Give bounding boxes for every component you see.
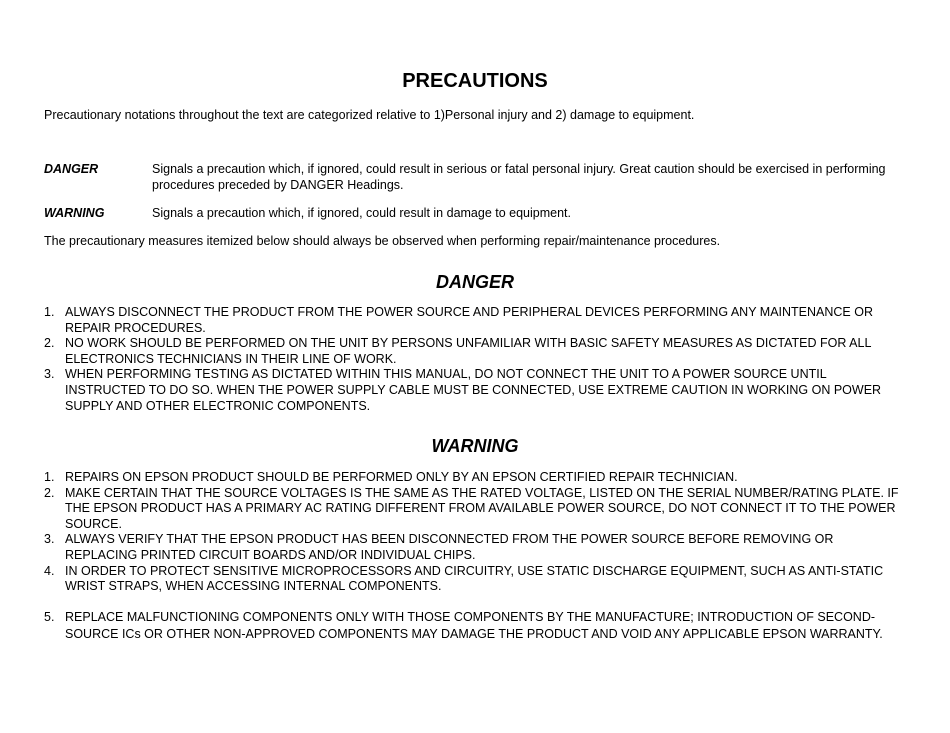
item-number: 3.: [44, 532, 55, 547]
definition-description: Signals a precaution which, if ignored, could result in damage to equipment.: [152, 206, 572, 220]
item-number: 3.: [44, 367, 55, 382]
item-text: REPAIRS ON EPSON PRODUCT SHOULD BE PERFORMED ONLY BY AN EPSON CERTIFIED REPAIR TECHNICIAN.: [65, 470, 738, 484]
list-item: [44, 564, 908, 595]
item-text: IN ORDER TO PROTECT SENSITIVE MICROPROCESSORS AND CIRCUITRY, USE STATIC DISCHARGE EQUIPMENT, SUCH AS ANTI-STATIC WRIST STRAPS, WHEN ACCESSING INTERNAL COMPONENTS.: [65, 563, 884, 594]
definition-term: WARNING: [44, 206, 105, 220]
item-number: 4.: [44, 563, 55, 578]
danger-list: [44, 305, 908, 414]
warning-list: [44, 470, 908, 595]
item-number: 2.: [44, 485, 55, 500]
item-text: ALWAYS DISCONNECT THE PRODUCT FROM THE POWER SOURCE AND PERIPHERAL DEVICES PERFORMING ANY MAINTENANCE OR REPAIR PROCEDURES.: [65, 305, 873, 335]
list-item: [44, 305, 908, 336]
definition-danger: [44, 161, 914, 193]
list-item: [44, 486, 908, 533]
page-title: PRECAUTIONS: [402, 70, 548, 92]
item-number: 2.: [44, 336, 55, 351]
item-text: NO WORK SHOULD BE PERFORMED ON THE UNIT BY PERSONS UNFAMILIAR WITH BASIC SAFETY MEASURES AS DICTATED FOR ALL ELECTRONICS TECHNICIANS IN THEIR LINE OF WORK.: [65, 336, 871, 366]
item-number: 1.: [44, 470, 55, 484]
item-text: REPLACE MALFUNCTIONING COMPONENTS ONLY WITH THOSE COMPONENTS BY THE MANUFACTURE; INTRODUCTION OF SECOND-SOURCE ICs OR OTHER NON-APPROVED COMPONENTS MAY DAMAGE THE PRODUCT AND VOID ANY APPLICABLE EPSON WARRANTY.: [65, 610, 883, 641]
definition-description: Signals a precaution which, if ignored, could result in serious or fatal personal injury. Great caution should be exercised in performing procedures preceded by DANGER Headings.: [152, 162, 886, 192]
list-item: [44, 470, 908, 486]
item-text: WHEN PERFORMING TESTING AS DICTATED WITHIN THIS MANUAL, DO NOT CONNECT THE UNIT TO A POWER SOURCE UNTIL INSTRUCTED TO DO SO. WHEN THE POWER SUPPLY CABLE MUST BE CONNECTED, USE EXTREME CAUTION IN WORKING ON POWER SUPPLY AND OTHER ELECTRONIC COMPONENTS.: [65, 367, 882, 413]
item-number: 1.: [44, 305, 55, 319]
item-text: ALWAYS VERIFY THAT THE EPSON PRODUCT HAS BEEN DISCONNECTED FROM THE POWER SOURCE BEFORE REMOVING OR REPLACING PRINTED CIRCUIT BOARDS AND/OR INDIVIDUAL CHIPS.: [65, 532, 834, 562]
list-item: [44, 532, 908, 563]
list-item: [44, 367, 908, 414]
intro-text: Precautionary notations throughout the text are categorized relative to 1)Personal injury and 2) damage to equipment.: [44, 108, 695, 122]
warning-heading: WARNING: [431, 436, 519, 456]
list-item: [44, 336, 908, 367]
danger-heading: DANGER: [435, 272, 514, 292]
item-text: MAKE CERTAIN THAT THE SOURCE VOLTAGES IS THE SAME AS THE RATED VOLTAGE, LISTED ON THE SERIAL NUMBER/RATING PLATE. IF THE EPSON PRODUCT HAS A PRIMARY AC RATING DIFFERENT FROM AVAILABLE POWER SOURCE, DO NOT CONNECT IT TO THE POWER SOURCE.: [65, 485, 899, 531]
list-item: [44, 609, 908, 643]
measures-note: The precautionary measures itemized below should always be observed when performing repair/maintenance procedures.: [44, 234, 721, 248]
item-number: 5.: [44, 610, 55, 624]
definition-warning: [44, 205, 914, 221]
definition-term: DANGER: [44, 162, 99, 176]
